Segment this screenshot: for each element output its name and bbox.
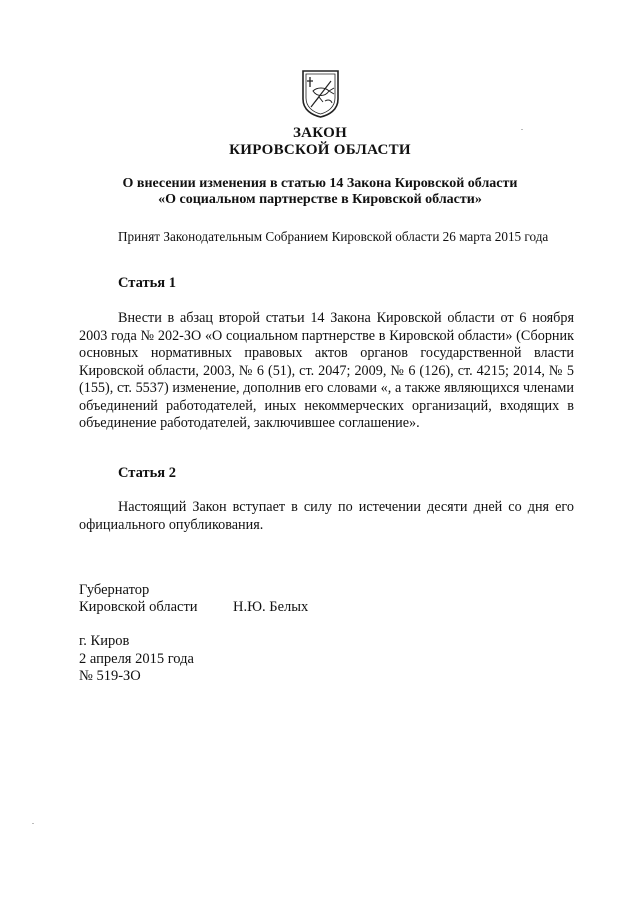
- signing-date: 2 апреля 2015 года: [79, 651, 194, 667]
- place-of-signing: г. Киров: [79, 633, 130, 649]
- law-subtitle-line2: «О социальном партнерстве в Кировской области»: [158, 192, 482, 207]
- signatory-position-line1: Губернатор: [79, 582, 150, 598]
- coat-of-arms-icon: [301, 69, 340, 118]
- article-2-heading: Статья 2: [118, 465, 176, 481]
- article-1-heading: Статья 1: [118, 275, 176, 291]
- article-2-text: Настоящий Закон вступает в силу по истечении десяти дней со дня его официального опубликования.: [79, 499, 574, 533]
- law-title: ЗАКОН: [292, 125, 348, 141]
- adoption-note: Принят Законодательным Собранием Кировской области 26 марта 2015 года: [118, 229, 549, 244]
- law-number: № 519-ЗО: [79, 668, 141, 684]
- signatory-name: Н.Ю. Белых: [233, 599, 309, 615]
- scan-speck: [521, 129, 523, 130]
- article-1-text: Внести в абзац второй статьи 14 Закона Кировской области от 6 ноября 2003 года № 202-ЗО «О социальном партнерстве в Кировской области» (Сборник основных нормативных правовых актов органов государственной власти Кировской области, 2003, № 6 (51), ст. 2047; 2009, № 6 (126), ст. 4215; 2014, № 5 (155), ст. 5537) изменение, дополнив его словами «, а также являющихся членами объединений работодателей, иных некоммерческих организаций, входящих в объединение работодателей, заключившее соглашение».: [79, 310, 574, 431]
- signatory-position-line2: Кировской области: [79, 599, 198, 615]
- law-region: КИРОВСКОЙ ОБЛАСТИ: [229, 142, 411, 158]
- scan-speck: [32, 823, 34, 824]
- law-subtitle-line1: О внесении изменения в статью 14 Закона Кировской области: [122, 176, 518, 191]
